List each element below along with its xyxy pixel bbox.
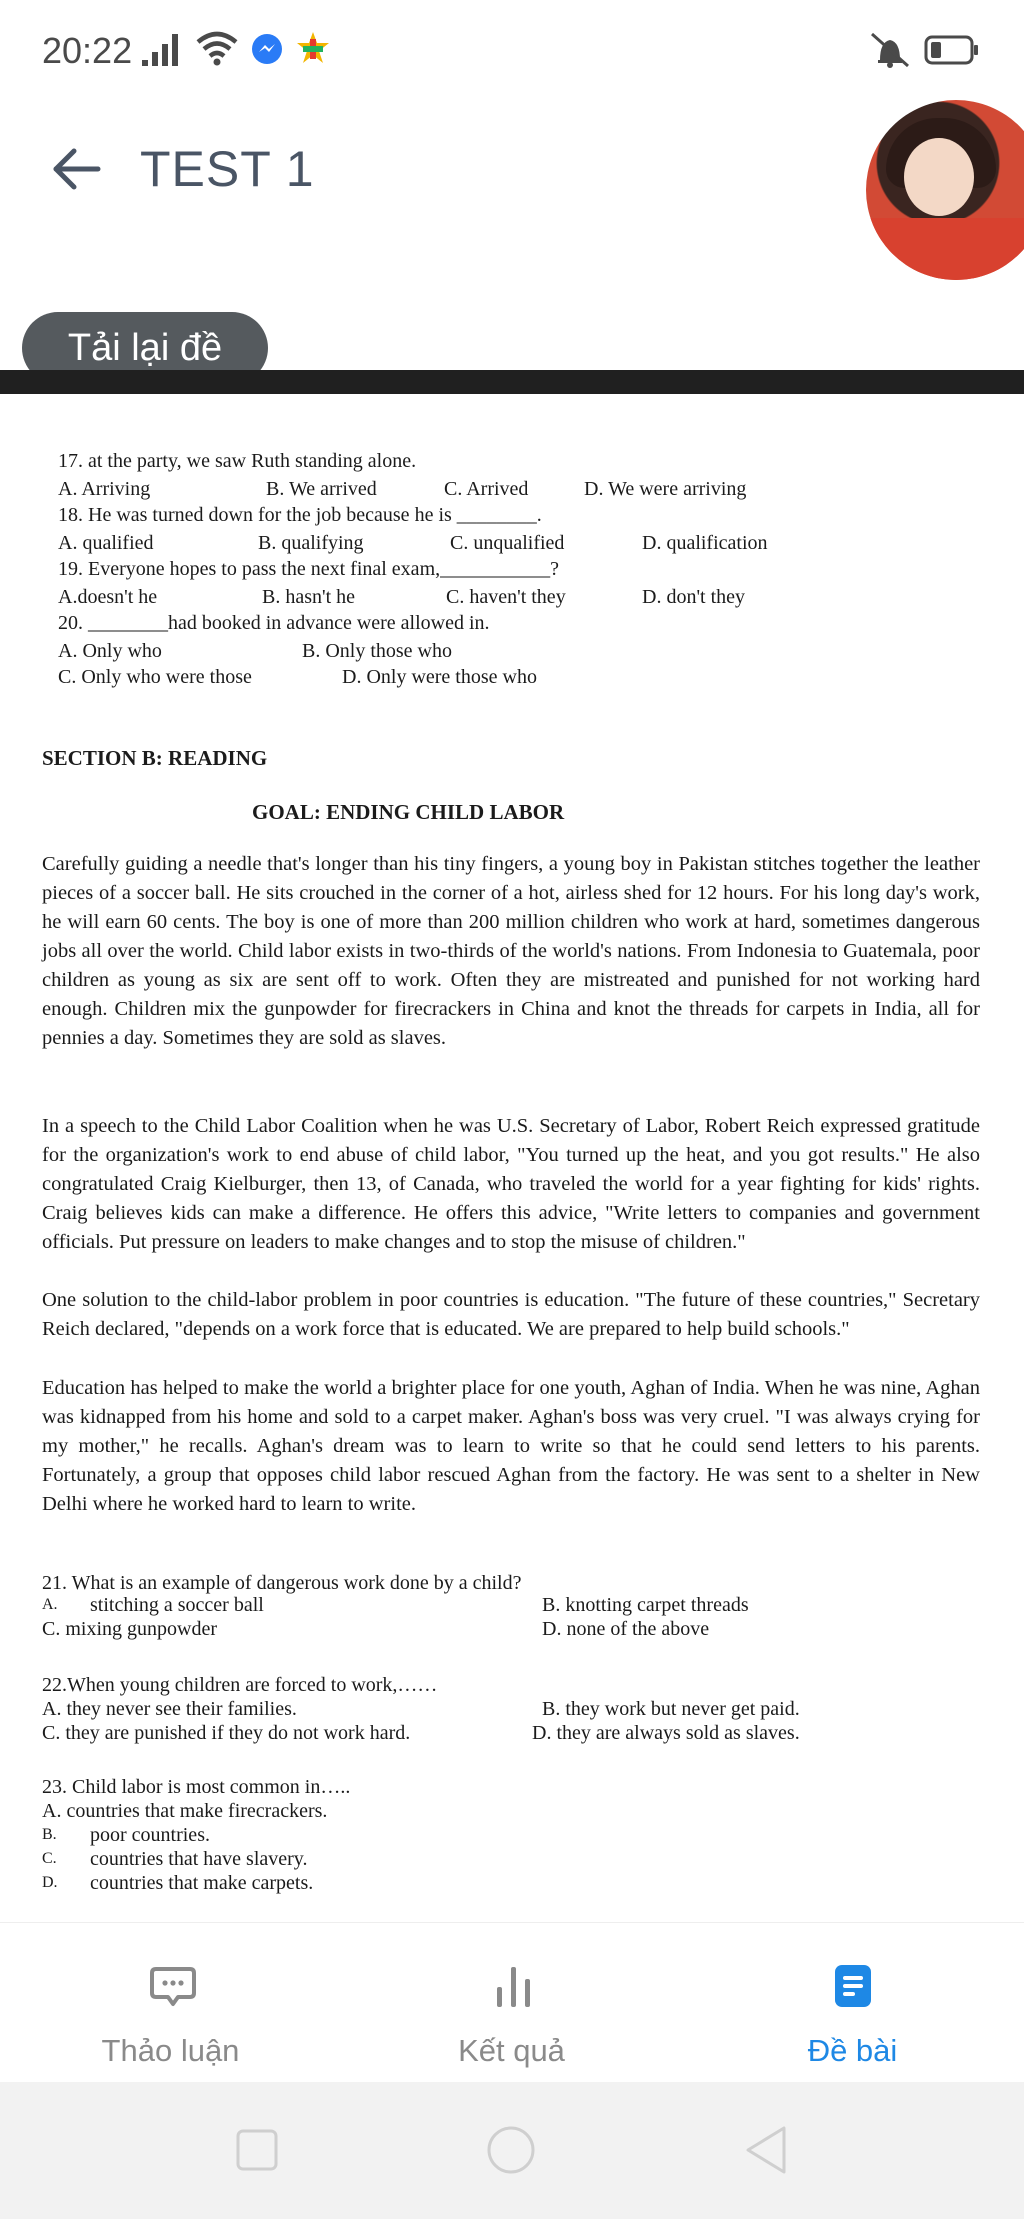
q19-option-a: A.doesn't he (58, 586, 158, 608)
document-icon (830, 1963, 876, 2009)
q22-option-c: C. they are punished if they do not work hard. (42, 1722, 411, 1744)
q17-option-c: C. Arrived (444, 478, 529, 500)
q21-option-d: D. none of the above (542, 1618, 710, 1640)
q19-option-b: B. hasn't he (262, 586, 356, 608)
question-17-stem: 17. at the party, we saw Ruth standing alone. (58, 450, 417, 472)
vibrate-mode-icon (870, 32, 910, 68)
q20-option-b: B. Only those who (302, 640, 452, 662)
messenger-icon (251, 33, 283, 65)
home-icon[interactable] (486, 2124, 536, 2176)
q23-option-c: countries that have slavery. (90, 1848, 308, 1870)
tab-results[interactable] (341, 1923, 682, 2083)
q23-option-d: countries that make carpets. (90, 1872, 314, 1894)
tab-results-label: Kết quả (458, 2033, 565, 2068)
passage-paragraph-4: Education has helped to make the world a brighter place for one youth, Aghan of India. When he was nine, Aghan was kidnapped from his home and sold to a carpet maker. Aghan's boss was very cruel. "I was always crying for my mother," he recalls. Aghan's dream was to learn to write so that he could send letters to his parents. Fortunately, a group that opposes child labor rescued Aghan from the factory. He was sent to a shelter in New Delhi where he worked hard to learn to write. (42, 1377, 980, 1515)
bar-chart-icon (491, 1963, 537, 2009)
passage-title: GOAL: ENDING CHILD LABOR (252, 800, 565, 824)
status-bar (0, 0, 1024, 100)
q21-option-a-letter: A. (42, 1596, 58, 1613)
q20-option-c: C. Only who were those (58, 666, 252, 688)
tab-assignment-label: Đề bài (807, 2033, 898, 2068)
passage-paragraph-3: One solution to the child-labor problem in poor countries is education. "The future of these countries," Secretary Reich declared, "depends on a work force that is educated. We are prepared to help build schools." (42, 1289, 980, 1340)
page-title: TEST 1 (140, 141, 315, 197)
q19-option-d: D. don't they (642, 586, 746, 608)
back-icon[interactable] (742, 2124, 792, 2176)
question-19-stem: 19. Everyone hopes to pass the next final exam,___________? (58, 558, 559, 580)
tab-assignment[interactable] (682, 1923, 1023, 2083)
exam-document (0, 394, 1024, 1922)
question-23-stem: 23. Child labor is most common in….. (42, 1776, 351, 1798)
divider (0, 370, 1024, 394)
chat-bubble-icon (150, 1963, 196, 2009)
recent-apps-icon[interactable] (232, 2124, 282, 2176)
q23-option-b-letter: B. (42, 1826, 57, 1843)
system-navigation-bar (0, 2082, 1024, 2219)
q18-option-b: B. qualifying (258, 532, 364, 554)
passage-paragraph-2: In a speech to the Child Labor Coalition when he was U.S. Secretary of Labor, Robert Reich expressed gratitude for the organization's work to end abuse of child labor, "You turned up the heat, and you got results." He also congratulated Craig Kielburger, then 13, of Canada, who traveled the world for a year fighting for kids' rights. Craig believes kids can make a difference. He offers this advice, "Write letters to companies and government officials. Put pressure on leaders to make changes and to stop the misuse of children." (42, 1115, 980, 1253)
question-22-stem: 22.When young children are forced to work,…… (42, 1674, 438, 1696)
q23-option-b: poor countries. (90, 1824, 210, 1846)
question-18-stem: 18. He was turned down for the job because he is ________. (58, 504, 542, 526)
q18-option-a: A. qualified (58, 532, 154, 554)
tab-discussion[interactable] (0, 1923, 341, 2083)
q21-option-b: B. knotting carpet threads (542, 1594, 749, 1616)
q21-option-a: stitching a soccer ball (90, 1594, 264, 1616)
photos-app-icon (296, 31, 330, 65)
q17-option-b: B. We arrived (266, 478, 377, 500)
q22-option-b: B. they work but never get paid. (542, 1698, 800, 1720)
section-title: SECTION B: READING (42, 746, 268, 770)
q17-option-d: D. We were arriving (584, 478, 747, 500)
back-arrow-icon[interactable] (50, 145, 102, 193)
q20-option-d: D. Only were those who (342, 666, 537, 688)
q22-option-d: D. they are always sold as slaves. (532, 1722, 800, 1744)
q22-option-a: A. they never see their families. (42, 1698, 297, 1720)
q23-option-c-letter: C. (42, 1850, 57, 1867)
tab-discussion-label: Thảo luận (101, 2033, 240, 2068)
q18-option-d: D. qualification (642, 532, 768, 554)
question-21-stem: 21. What is an example of dangerous work done by a child? (42, 1572, 522, 1594)
reload-exam-button[interactable]: Tải lại đề (22, 312, 268, 384)
q23-option-a: A. countries that make firecrackers. (42, 1800, 328, 1822)
battery-icon (924, 34, 980, 66)
q23-option-d-letter: D. (42, 1874, 58, 1891)
q21-option-c: C. mixing gunpowder (42, 1618, 217, 1640)
q19-option-c: C. haven't they (446, 586, 566, 608)
wifi-icon (196, 30, 238, 66)
status-time: 20:22 (42, 30, 133, 71)
bottom-navigation (0, 1922, 1024, 2083)
q20-option-a: A. Only who (58, 640, 162, 662)
question-20-stem: 20. ________had booked in advance were allowed in. (58, 612, 490, 634)
q18-option-c: C. unqualified (450, 532, 565, 554)
q17-option-a: A. Arriving (58, 478, 151, 500)
signal-icon (142, 34, 186, 66)
passage-paragraph-1: Carefully guiding a needle that's longer than his tiny fingers, a young boy in Pakistan stitches together the leather pieces of a soccer ball. He sits crouched in the corner of a hot, airless shed for 12 hours. For his long day's work, he will earn 60 cents. The boy is one of more than 200 million children who work at hard, sometimes dangerous jobs all over the world. Child labor exists in two-thirds of the world's nations. From Indonesia to Guatemala, poor children as young as six are sent off to work. Often they are mistreated and punished for not working hard enough. Children mix the gunpowder for firecrackers in China and knot the threads for carpets in India, all for pennies a day. Sometimes they are sold as slaves. (42, 853, 980, 1049)
